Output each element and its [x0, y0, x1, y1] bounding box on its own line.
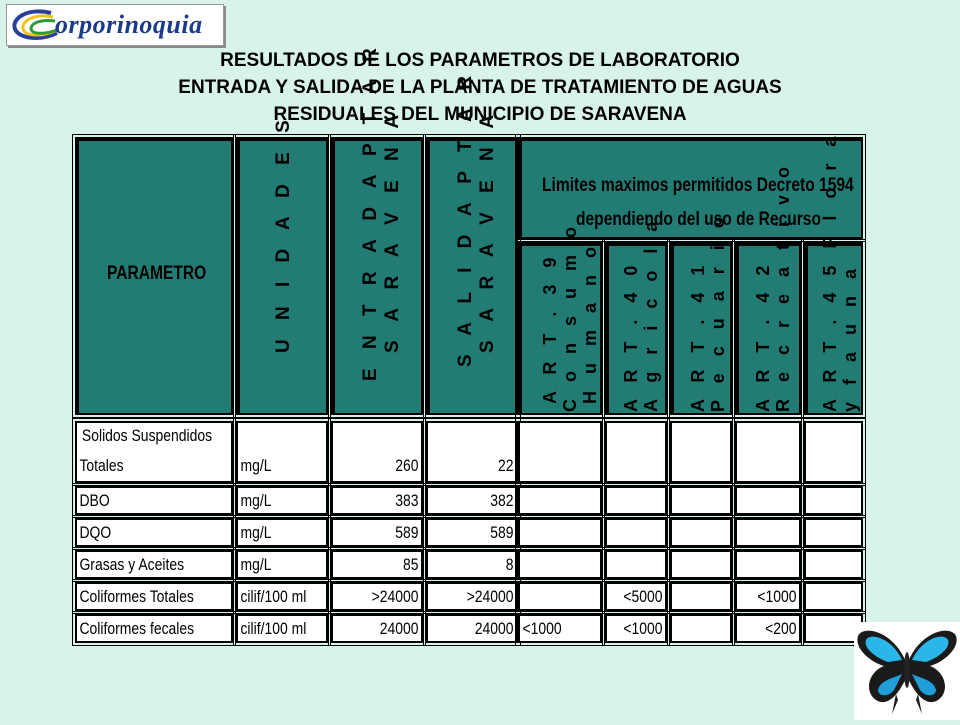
table-cell-value: Coliformes fecales: [79, 619, 195, 638]
header-unidades: [236, 113, 328, 415]
table-cell-value: <5000: [623, 587, 663, 606]
table-cell-a42: [735, 582, 801, 611]
table-cell-a42: [735, 421, 801, 483]
table-cell-a39: [518, 582, 602, 611]
table-cell-a41: [670, 421, 732, 483]
table-cell-value: mg/L: [240, 456, 272, 475]
table-cell-entrada: [331, 486, 423, 515]
table-cell-value: 24000: [474, 619, 514, 638]
header-art45-line2: y f a u n a: [840, 262, 860, 412]
header-art40-line2: A g r i c o l a: [641, 215, 661, 412]
header-art39-line2: C o n s u m o: [560, 220, 580, 412]
header-art42-line2: R e c r e a t i v o: [773, 160, 793, 412]
table-cell-a40: [605, 614, 667, 643]
butterfly-icon: [854, 622, 960, 720]
table-cell-salida: [426, 582, 518, 611]
header-art45-line1: A R T . 4 5 F l o r a: [820, 130, 840, 412]
table-cell-a40: [605, 486, 667, 515]
table-cell-a41: [670, 550, 732, 579]
table-cell-value: cilif/100 ml: [240, 587, 307, 606]
header-entrada-line1: E N T R A D A P T A R: [360, 41, 381, 381]
table-cell-entrada: [331, 421, 423, 483]
table-cell-param: [75, 614, 233, 643]
table-cell-a41: [670, 486, 732, 515]
table-cell-param: [75, 518, 233, 547]
table-cell-value: <1000: [522, 619, 562, 638]
table-cell-value: <200: [765, 619, 797, 638]
header-art41: [670, 211, 732, 415]
table-cell-salida: [426, 518, 518, 547]
table-cell-value: 383: [395, 491, 419, 510]
table-cell-value: Grasas y Aceites: [79, 555, 185, 574]
header-entrada: [331, 41, 423, 415]
table-cell-salida: [426, 550, 518, 579]
table-cell-value: 260: [395, 456, 419, 475]
table-cell-param-line1: Solidos Suspendidos: [81, 426, 213, 445]
table-cell-a42: [735, 550, 801, 579]
table-cell-value: cilif/100 ml: [240, 619, 307, 638]
table-cell-value: DQO: [79, 523, 112, 542]
title-line-2: ENTRADA Y SALIDA DE LA PLANTA DE TRATAMIENTO DE AGUAS: [178, 77, 782, 98]
table-cell-a39: [518, 550, 602, 579]
table-cell-a40: [605, 421, 667, 483]
header-limites-line2: dependiendo del uso de Recurso: [576, 209, 822, 230]
table-cell-param: [75, 421, 233, 483]
header-parametro: [75, 137, 233, 415]
header-art42-line1: A R T . 4 2: [753, 259, 773, 412]
table-cell-param: [75, 582, 233, 611]
table-cell-entrada: [331, 550, 423, 579]
table-cell-a45: [804, 550, 863, 579]
table-cell-a41: [670, 582, 732, 611]
table-cell-value: <1000: [623, 619, 663, 638]
table-cell-entrada: [331, 614, 423, 643]
table-cell-a40: [605, 582, 667, 611]
table-cell-unit: [236, 486, 328, 515]
table-cell-a42: [735, 518, 801, 547]
header-art39: [518, 220, 602, 415]
table-cell-value: Totales: [79, 456, 124, 475]
table-cell-unit: [236, 614, 328, 643]
butterfly-image: [854, 622, 960, 720]
table-cell-a45: [804, 486, 863, 515]
table-cell-value: 8: [505, 555, 514, 574]
table-cell-value: 382: [490, 491, 514, 510]
table-cell-a40: [605, 518, 667, 547]
header-art42: [735, 160, 801, 415]
table-cell-salida: [426, 421, 518, 483]
table-cell-value: Coliformes Totales: [79, 587, 194, 606]
header-art39-line1: A R T . 3 9: [540, 251, 560, 404]
table-cell-a39: [518, 421, 602, 483]
table-cell-a41: [670, 518, 732, 547]
table-cell-a42: [735, 486, 801, 515]
header-unidades-label: U N I D A D E S: [273, 113, 294, 353]
table-cell-a40: [605, 550, 667, 579]
table-cell-salida: [426, 614, 518, 643]
header-salida-line1: S A L I D A P T A R: [455, 68, 476, 367]
table-cell-value: 24000: [379, 619, 419, 638]
corporinoquia-logo: [6, 4, 224, 46]
table-cell-value: mg/L: [240, 555, 272, 574]
table-cell-a39: [518, 614, 602, 643]
table-cell-value: 589: [395, 523, 419, 542]
table-cell-value: >24000: [466, 587, 514, 606]
table-cell-param: [75, 550, 233, 579]
header-art41-line1: A R T . 4 1: [688, 259, 708, 412]
table-cell-entrada: [331, 582, 423, 611]
header-art40: [605, 215, 667, 415]
header-limites-line1: Limites maximos permitidos Decreto 1594: [542, 175, 854, 196]
table-cell-value: DBO: [79, 491, 110, 510]
table-cell-unit: [236, 518, 328, 547]
logo-text: orporinoquia: [55, 10, 203, 39]
table-cell-a45: [804, 518, 863, 547]
table-cell-value: 589: [490, 523, 514, 542]
table-cell-unit: [236, 550, 328, 579]
table-cell-a39: [518, 518, 602, 547]
table-cell-value: <1000: [757, 587, 797, 606]
table-cell-unit: [236, 421, 328, 483]
table-cell-value: 85: [403, 555, 419, 574]
header-art45: [804, 130, 863, 415]
table-cell-a42: [735, 614, 801, 643]
table-cell-value: mg/L: [240, 491, 272, 510]
table-cell-param: [75, 486, 233, 515]
table-cell-a45: [804, 582, 863, 611]
table-cell-entrada: [331, 518, 423, 547]
table-cell-a39: [518, 486, 602, 515]
header-parametro-label: PARAMETRO: [107, 263, 207, 284]
table-cell-value: >24000: [371, 587, 419, 606]
table-cell-a45: [804, 421, 863, 483]
table-cell-salida: [426, 486, 518, 515]
title-line-1: RESULTADOS DE LOS PARAMETROS DE LABORATORIO: [220, 50, 740, 71]
header-art41-line2: P e c u a r i o: [708, 211, 728, 412]
table-cell-a41: [670, 614, 732, 643]
table-cell-unit: [236, 582, 328, 611]
table-cell-value: mg/L: [240, 523, 272, 542]
header-salida-line2: S A R A V E N A: [477, 107, 498, 353]
header-salida: [426, 68, 518, 415]
table-cell-value: 22: [498, 456, 514, 475]
header-entrada-line2: S A R A V E N A: [382, 107, 403, 353]
header-art40-line1: A R T . 4 0: [621, 259, 641, 412]
title-line-3: RESIDUALES DEL MUNICIPIO DE SARAVENA: [273, 104, 687, 125]
header-art39-line3: H u m a n o: [580, 240, 600, 404]
